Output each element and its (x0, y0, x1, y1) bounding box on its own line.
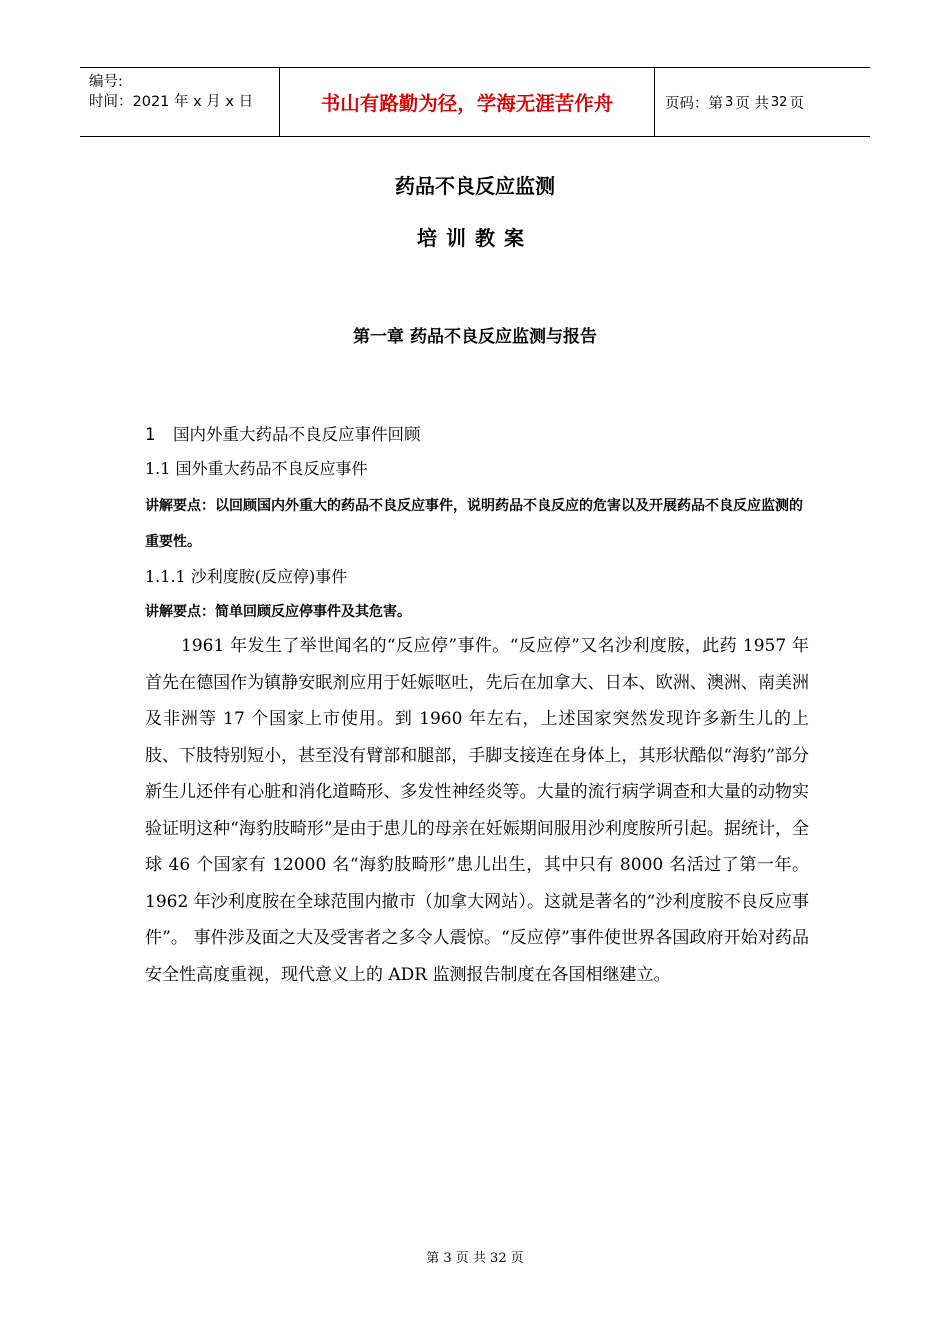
number-label: 编号: (89, 74, 123, 90)
document-subtitle: 培训教案 (417, 226, 533, 250)
section-heading-1 (145, 421, 421, 445)
body-paragraph: 1961 年发生了举世闻名的“反应停”事件。“反应停”又名沙利度胺，此药 1957 年首先在德国作为镇静安眠剂应用于妊娠呕吐，先后在加拿大、日本、欧洲、澳洲、南美洲及非洲等 17 个国家上市使用。到 1960 年左右，上述国家突然发现许多新生儿的上肢、下肢特别短小，甚至没有臂部和腿部，手脚支接连在身体上，其形状酷似“海豹”部分新生儿还伴有心脏和消化道畸形、多发性神经炎等。大量的流行病学调查和大量的动物实验证明这种“海豹肢畸形”是由于患儿的母亲在妊娠期间服用沙利度胺所引起。据统计，全球 46 个国家有 12000 名“海豹肢畸形”患儿出生，其中只有 8000 名活过了第一年。1962 年沙利度胺在全球范围内撤市（加拿大网站）。这就是著名的“沙利度胺不良反应事件”。 事件涉及面之大及受害者之多令人震惊。“反应停”事件使世界各国政府开始对药品安全性高度重视，现代意义上的 ADR 监测报告制度在各国相继建立。 (145, 636, 809, 985)
time-label: 时间：2021 年 x 月 x 日 (89, 94, 254, 110)
page-mid: 页 共 (735, 95, 769, 112)
chapter-heading: 第一章 药品不良反应监测与报告 (353, 327, 597, 347)
header-page-info (655, 68, 870, 136)
page-total: 32 (770, 94, 788, 110)
key-points-note: 讲解要点：以回顾国内外重大的药品不良反应事件，说明药品不良反应的危害以及开展药品不良反应监测的重要性。 (145, 498, 803, 550)
page-suffix: 页 (789, 95, 804, 112)
section-heading-1-1-1: 1.1.1 沙利度胺(反应停)事件 (145, 567, 348, 586)
header-motto: 书山有路勤为径，学海无涯苦作舟 (280, 68, 655, 136)
section-number: 1 (145, 425, 156, 444)
page-prefix: 页码：第 (665, 95, 723, 112)
header-meta (80, 68, 280, 136)
page-current: 3 (725, 94, 734, 110)
section-text: 国内外重大药品不良反应事件回顾 (173, 425, 421, 444)
key-points-note-2: 讲解要点：简单回顾反应停事件及其危害。 (145, 604, 411, 620)
page-header (80, 67, 870, 137)
section-heading-1-1: 1.1 国外重大药品不良反应事件 (145, 459, 368, 478)
page-footer: 第 3 页 共 32 页 (426, 1251, 524, 1266)
document-title: 药品不良反应监测 (395, 174, 555, 198)
